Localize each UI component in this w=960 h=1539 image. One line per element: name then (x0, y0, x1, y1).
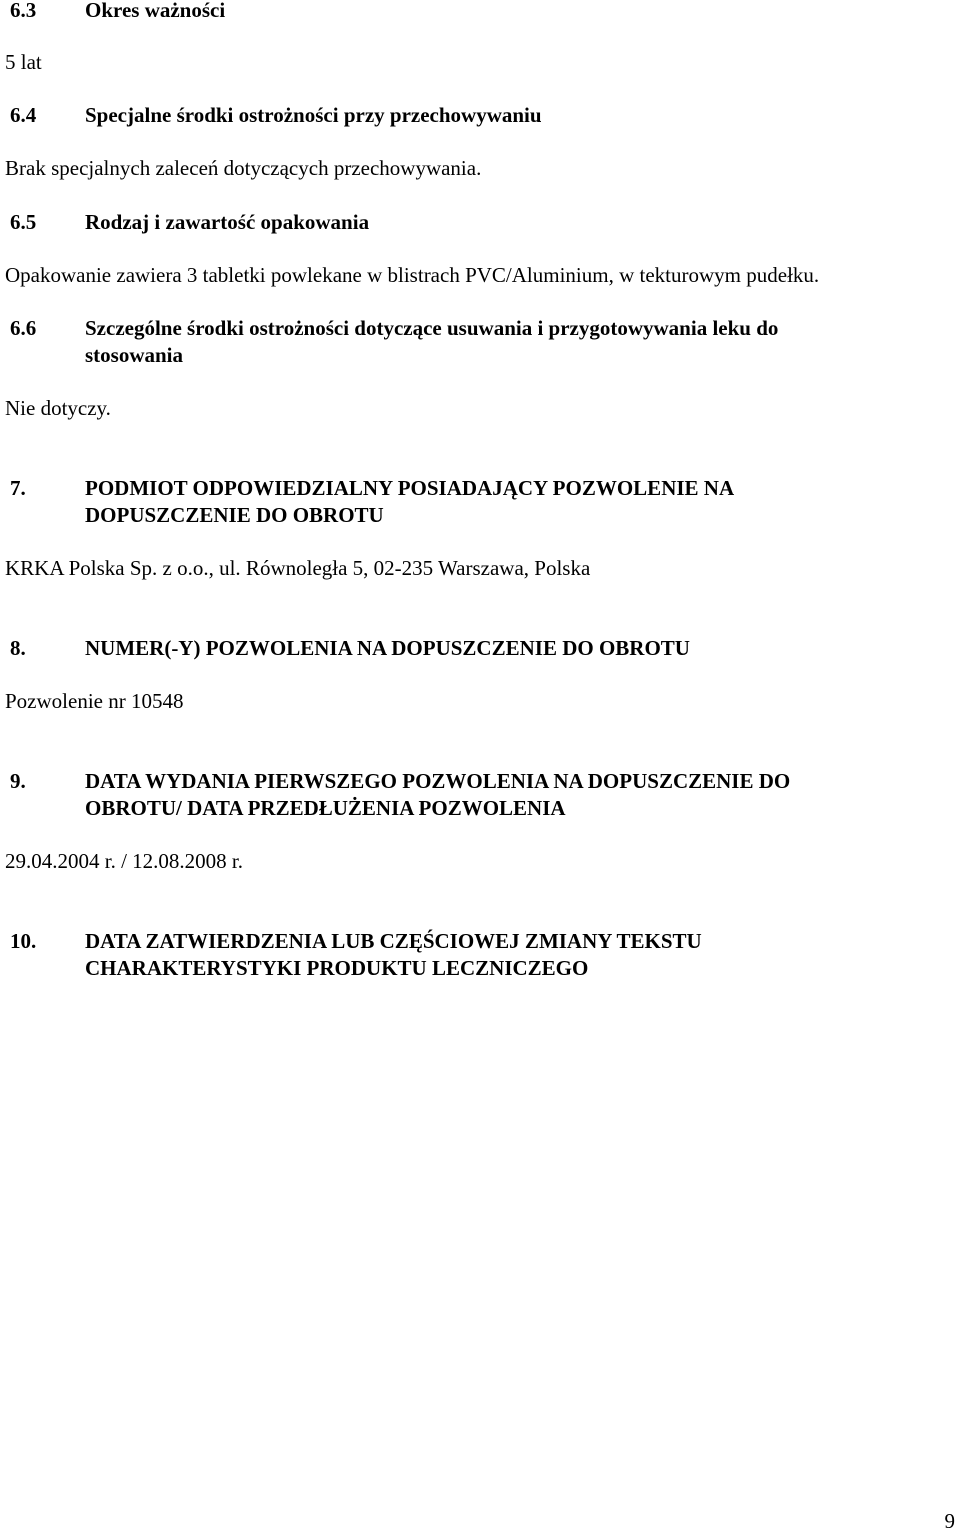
section-title: DATA WYDANIA PIERWSZEGO POZWOLENIA NA DOPUSZCZENIE DO (85, 769, 791, 793)
section-number: 6.4 (10, 103, 37, 127)
section-body: KRKA Polska Sp. z o.o., ul. Równoległa 5, 02-235 Warszawa, Polska (5, 556, 591, 580)
section-title: NUMER(-Y) POZWOLENIA NA DOPUSZCZENIE DO OBROTU (85, 636, 690, 660)
section-title: PODMIOT ODPOWIEDZIALNY POSIADAJĄCY POZWOLENIE NA (85, 476, 735, 500)
section-body: Nie dotyczy. (5, 396, 111, 420)
section-number: 6.3 (10, 0, 37, 22)
section-body: Pozwolenie nr 10548 (5, 689, 184, 713)
section-body: Brak specjalnych zaleceń dotyczących przechowywania. (5, 156, 482, 180)
page-number: 9 (944, 1509, 955, 1533)
section-number: 6.5 (10, 210, 37, 234)
section-number: 9. (10, 769, 26, 793)
section-body: Opakowanie zawiera 3 tabletki powlekane w blistrach PVC/Aluminium, w tekturowym pudełku. (5, 263, 820, 287)
section-number: 10. (10, 929, 37, 953)
section-title: Okres ważności (85, 0, 226, 22)
section-body: 29.04.2004 r. / 12.08.2008 r. (5, 849, 244, 873)
section-title: Specjalne środki ostrożności przy przechowywaniu (85, 103, 542, 127)
section-title: stosowania (85, 343, 184, 367)
section-title: DOPUSZCZENIE DO OBROTU (85, 503, 384, 527)
section-title: Rodzaj i zawartość opakowania (85, 210, 370, 234)
section-number: 7. (10, 476, 26, 500)
section-body: 5 lat (5, 50, 42, 74)
section-title: CHARAKTERYSTYKI PRODUKTU LECZNICZEGO (85, 956, 589, 980)
section-title: DATA ZATWIERDZENIA LUB CZĘŚCIOWEJ ZMIANY TEKSTU (85, 929, 702, 953)
section-number: 6.6 (10, 316, 37, 340)
section-title: Szczególne środki ostrożności dotyczące usuwania i przygotowywania leku do (85, 316, 779, 340)
section-number: 8. (10, 636, 26, 660)
section-title: OBROTU/ DATA PRZEDŁUŻENIA POZWOLENIA (85, 796, 566, 820)
